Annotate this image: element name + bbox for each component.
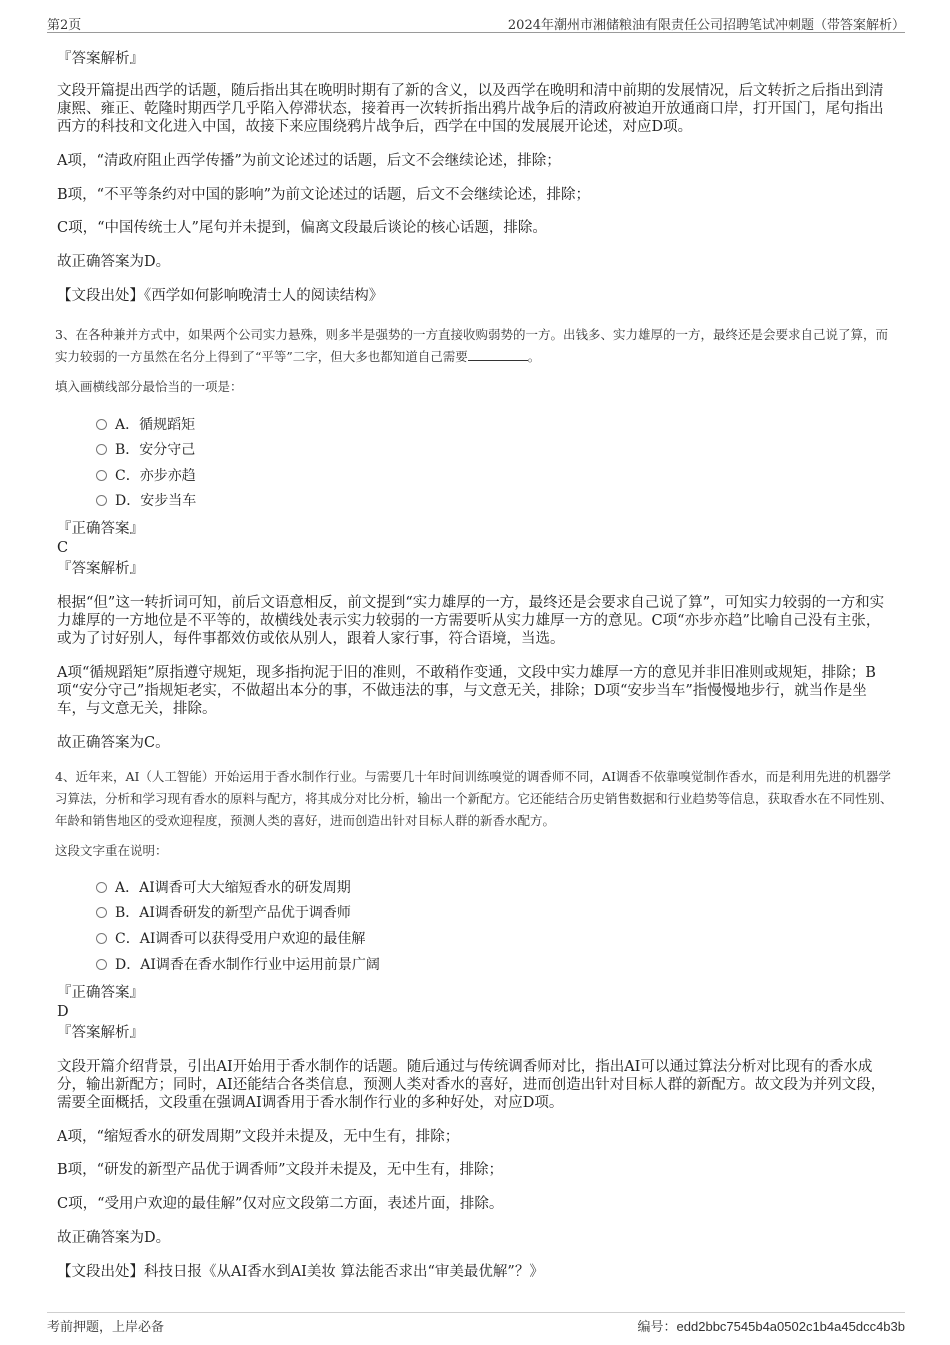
q4-analysis-label: 『答案解析』 [57, 1025, 144, 1041]
q4-answer-label: 『正确答案』 [57, 985, 144, 1001]
q3-prompt: 填入画横线部分最恰当的一项是： [55, 379, 243, 394]
page-number: 第2页 [47, 18, 82, 33]
q2-source: 【文段出处】《西学如何影响晚清士人的阅读结构》 [57, 288, 384, 304]
q2-analysis-label: 『答案解析』 [57, 51, 144, 67]
q4-option-d[interactable]: D．AI调香在香水制作行业中运用前景广阔 [96, 956, 380, 974]
q2-option-b-explain: B项，“不平等条约对中国的影响”为前文论述过的话题，后文不会继续论述，排除； [57, 187, 590, 203]
page-header [47, 12, 905, 33]
q3-stem: 3、在各种兼并方式中，如果两个公司实力悬殊，则多半是强势的一方直接收购弱势的一方。出钱多、实力雄厚的一方，最终还是会要求自己说了算，而实力较弱的一方虽然在名分上得到了“平等”二字，但大多也都知道自己需要 。 [55, 327, 888, 364]
radio-icon[interactable] [96, 933, 107, 944]
q4-stem: 4、近年来，AI（人工智能）开始运用于香水制作行业。与需要几十年时间训练嗅觉的调香师不同，AI调香不依靠嗅觉制作香水，而是利用先进的机器学习算法，分析和学习现有香水的原料与配方，将其成分对比分析，输出一个新配方。它还能结合历史销售数据和行业趋势等信息，获取香水在不同性别、年龄和销售地区的受欢迎程度，预测人类的喜好，进而创造出针对目标人群的新香水配方。 [55, 769, 893, 828]
radio-icon[interactable] [96, 495, 107, 506]
q3-answer-label: 『正确答案』 [57, 521, 144, 537]
q4-option-a[interactable]: A．AI调香可大大缩短香水的研发周期 [96, 879, 351, 897]
q3-conclusion: 故正确答案为C。 [57, 735, 170, 751]
q2-conclusion: 故正确答案为D。 [57, 254, 171, 270]
q2-option-c-explain: C项，“中国传统士人”尾句并未提到，偏离文段最后谈论的核心话题，排除。 [57, 220, 547, 236]
q4-option-b-explain: B项，“研发的新型产品优于调香师”文段并未提及，无中生有，排除； [57, 1162, 503, 1178]
q4-conclusion: 故正确答案为D。 [57, 1230, 171, 1246]
q3-answer: C [57, 540, 69, 556]
q2-analysis-text: 文段开篇提出西学的话题，随后指出其在晚明时期有了新的含义，以及西学在晚明和清中前期的发展情况，后文转折之后指出到清康熙、雍正、乾隆时期西学几乎陷入停滞状态，接着再一次转折指出鸦片战争后的清政府被迫开放通商口岸，打开国门，尾句指出西方的科技和文化进入中国，故接下来应围绕鸦片战争后，西学在中国的发展展开论述，对应D项。 [57, 83, 884, 135]
q4-option-c[interactable]: C．AI调香可以获得受用户欢迎的最佳解 [96, 930, 365, 948]
radio-icon[interactable] [96, 882, 107, 893]
q4-option-b[interactable]: B．AI调香研发的新型产品优于调香师 [96, 904, 351, 922]
q3-other-options: A项“循规蹈矩”原指遵守规矩，现多指拘泥于旧的准则，不敢稍作变通，文段中实力雄厚一方的意见并非旧准则或规矩，排除；B项“安分守己”指规矩老实，不做超出本分的事，不做违法的事，与文意无关，排除；D项“安步当车”指慢慢地步行，就当作是坐车，与文意无关，排除。 [57, 665, 876, 717]
q4-prompt: 这段文字重在说明： [55, 843, 168, 858]
q4-source: 【文段出处】科技日报《从AI香水到AI美妆 算法能否求出“审美最优解”？》 [57, 1264, 544, 1280]
q4-answer: D [57, 1004, 69, 1020]
q2-option-a-explain: A项，“清政府阻止西学传播”为前文论述过的话题，后文不会继续论述，排除； [57, 153, 561, 169]
radio-icon[interactable] [96, 907, 107, 918]
q3-option-a[interactable]: A．循规蹈矩 [96, 416, 195, 434]
page-footer [47, 1312, 905, 1335]
q4-analysis-text: 文段开篇介绍背景，引出AI开始用于香水制作的话题。随后通过与传统调香师对比，指出AI可以通过算法分析对比现有的香水成分，输出新配方；同时，AI还能结合各类信息，预测人类对香水的喜好，进而创造出针对目标人群的新配方。故文段为并列文段，需要全面概括，文段重在强调AI调香用于香水制作行业的多种好处，对应D项。 [57, 1059, 886, 1111]
q3-blank [468, 348, 528, 361]
document-title: 2024年潮州市湘储粮油有限责任公司招聘笔试冲刺题（带答案解析） [507, 18, 905, 33]
q4-option-a-explain: A项，“缩短香水的研发周期”文段并未提及，无中生有，排除； [57, 1129, 460, 1145]
radio-icon[interactable] [96, 444, 107, 455]
q3-option-d[interactable]: D．安步当车 [96, 492, 196, 510]
q4-option-c-explain: C项，“受用户欢迎的最佳解”仅对应文段第二方面，表述片面，排除。 [57, 1196, 504, 1212]
q3-option-c[interactable]: C．亦步亦趋 [96, 467, 196, 485]
radio-icon[interactable] [96, 959, 107, 970]
radio-icon[interactable] [96, 470, 107, 481]
document-code: 编号：edd2bbc7545b4a0502c1b4a45dcc4b3b [637, 1319, 905, 1335]
q3-analysis-label: 『答案解析』 [57, 561, 144, 577]
q3-option-b[interactable]: B．安分守己 [96, 441, 195, 459]
footer-slogan: 考前押题，上岸必备 [47, 1320, 165, 1335]
q3-analysis-text: 根据“但”这一转折词可知，前后文语意相反，前文提到“实力雄厚的一方，最终还是会要求自己说了算”，可知实力较弱的一方和实力雄厚的一方地位是不平等的，故横线处表示实力较弱的一方需要听从实力雄厚一方的意见。C项“亦步亦趋”比喻自己没有主张，或为了讨好别人，每件事都效仿或依从别人，跟着人家行事，符合语境，当选。 [57, 595, 885, 647]
radio-icon[interactable] [96, 419, 107, 430]
